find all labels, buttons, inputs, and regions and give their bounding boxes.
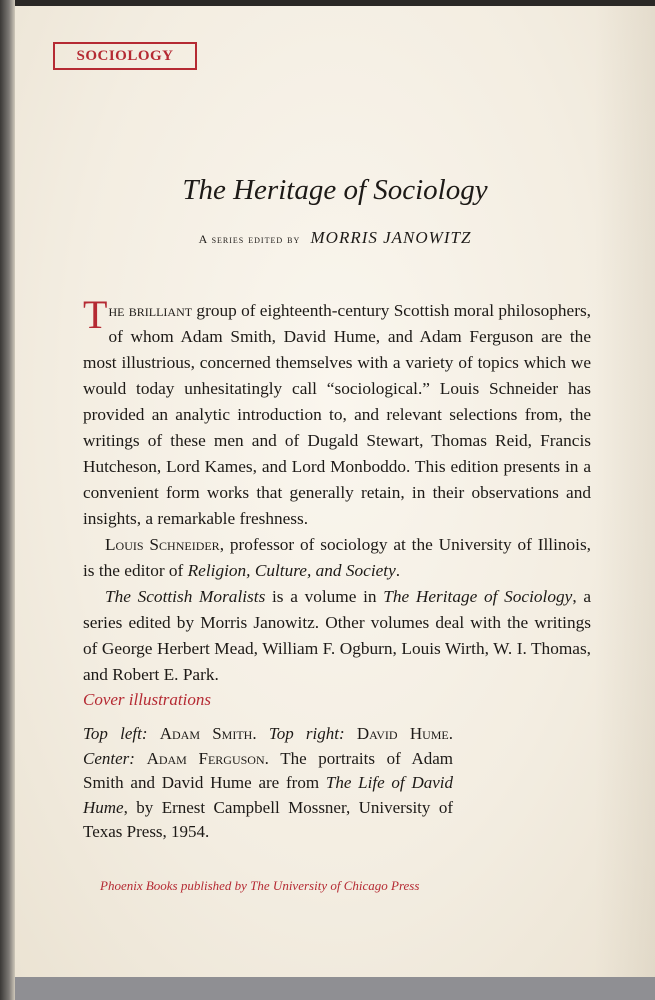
series-editor-line <box>15 228 655 248</box>
book-description <box>83 292 592 688</box>
top-right-name: David Hume <box>356 724 449 743</box>
paragraph-3-rest: , a series edited by Morris Janowitz. Other volumes deal with the writings of George Herbert Mead, William F. Ogburn, Louis Wirth, W. I. Thomas, and Robert E. Park. <box>83 587 592 684</box>
back-cover <box>15 6 655 977</box>
description-paragraph-2 <box>83 532 591 584</box>
paragraph-3-text: is a volume in <box>265 587 384 606</box>
source-text: The portraits of Adam Smith and David Hume are from <box>83 748 453 792</box>
series-reference: The Heritage of Sociology <box>383 587 573 606</box>
paper-shading <box>595 6 655 977</box>
description-paragraph-1 <box>83 292 592 532</box>
series-title: The Heritage of Sociology <box>182 174 488 206</box>
top-right-label: Top right: <box>268 724 345 743</box>
top-left-label: Top left: <box>83 724 148 743</box>
cover-illustrations-credits: Top left: Adam Smith. Top right: David Hume. Center: Adam Ferguson. The portraits of Adam Smith and David Hume are from The Life of David Hume, by Ernest Campbell Mossner, University of Texas Press, 1954. <box>83 724 454 841</box>
source-rest: , by Ernest Campbell Mossner, University of Texas Press, 1954. <box>83 797 453 841</box>
publisher-line: Phoenix Books published by The University of Chicago Press <box>100 878 420 893</box>
paragraph-2-text: , professor of sociology at the University of Illinois, is the editor of <box>83 535 592 580</box>
center-name: Adam Ferguson <box>146 748 265 768</box>
drop-cap: T <box>83 292 108 337</box>
center-label: Center: <box>83 748 135 768</box>
book-title: The Scottish Moralists <box>105 587 266 606</box>
description-paragraph-3 <box>83 584 591 688</box>
author-name: Louis Schneider <box>105 535 220 554</box>
lead-in: he brilliant <box>108 301 193 320</box>
series-prefix: A series edited by <box>198 232 301 246</box>
category-label: SOCIOLOGY <box>53 42 197 70</box>
cover-illustrations-heading: Cover illustrations <box>83 690 211 709</box>
book-spine-edge <box>0 0 15 1000</box>
series-editor: MORRIS JANOWITZ <box>310 228 472 247</box>
source-book: The Life of David Hume <box>83 773 453 817</box>
book-title-reference: Religion, Culture, and Society <box>187 561 396 580</box>
paragraph-2-end: . <box>395 561 401 580</box>
top-left-name: Adam Smith <box>159 724 253 743</box>
paragraph-1-text: group of eighteenth-century Scottish moral philosophers, of whom Adam Smith, David Hume, and Adam Ferguson are the most illustrious, concerned themselves with a variety of topics which we would today unhesitatingly call “sociological.” Louis Schneider has provided an analytic introduction to, and relevant selections from, the writings of these men and of Dugald Stewart, Thomas Reid, Francis Hutcheson, Lord Kames, and Lord Monboddo. This edition presents in a convenient form works that generally retain, in their observations and insights, a remarkable freshness. <box>83 301 592 528</box>
